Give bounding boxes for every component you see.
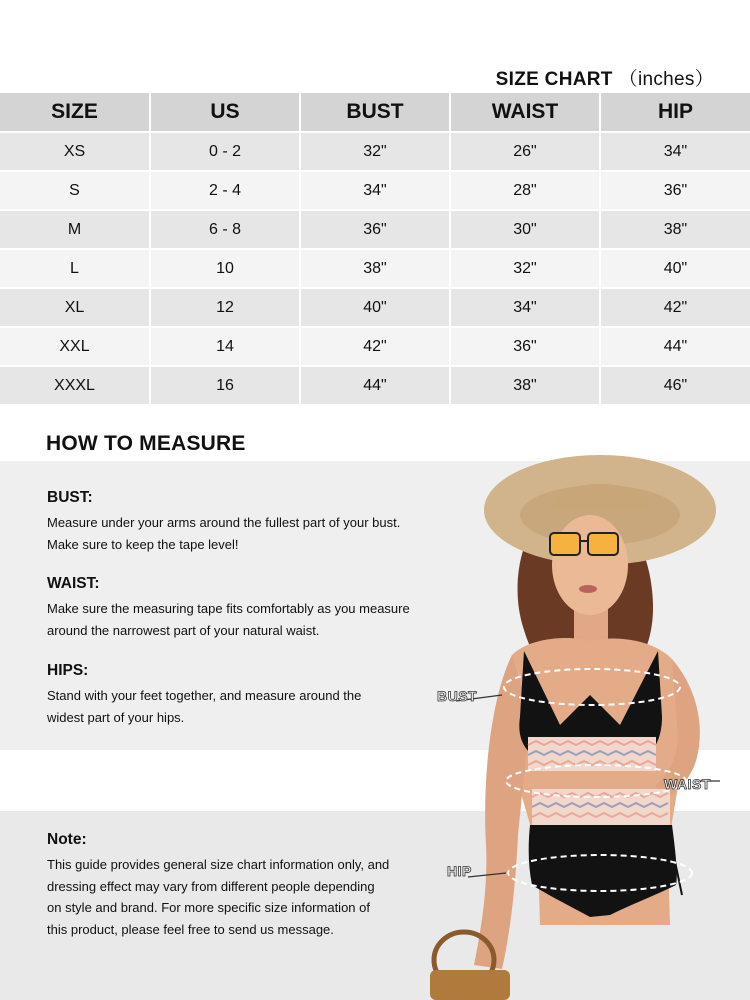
note-line: This guide provides general size chart information only, and (47, 857, 390, 872)
size-chart-unit: （inches） (618, 69, 714, 90)
cell-waist: 36" (450, 327, 600, 366)
face-shape (552, 515, 628, 615)
header-us: US (150, 93, 300, 132)
table-row (0, 132, 750, 171)
header-waist: WAIST (450, 93, 600, 132)
cell-size: M (0, 210, 150, 249)
note-block (47, 831, 437, 940)
cell-us: 6 - 8 (150, 210, 300, 249)
waist-instructions (47, 575, 457, 641)
bust-line: Measure under your arms around the fullest part of your bust. (47, 515, 401, 530)
waist-figure-label: WAIST (664, 776, 711, 792)
note-line: this product, please feel free to send us message. (47, 921, 334, 937)
model-illustration (420, 455, 750, 1000)
bust-line: Make sure to keep the tape level! (47, 536, 239, 552)
cell-us: 12 (150, 288, 300, 327)
hips-instructions (47, 662, 457, 728)
cell-us: 14 (150, 327, 300, 366)
cell-bust: 42" (300, 327, 450, 366)
cell-bust: 40" (300, 288, 450, 327)
bust-heading: BUST: (47, 489, 93, 506)
hip-figure-label: HIP (447, 863, 472, 879)
sunglasses-right-lens (588, 533, 618, 555)
hips-heading: HIPS: (47, 662, 89, 679)
how-to-measure-title: HOW TO MEASURE (46, 432, 246, 455)
cell-size: XXL (0, 327, 150, 366)
size-chart-table (0, 93, 750, 406)
table-row (0, 366, 750, 405)
cell-size: XL (0, 288, 150, 327)
hips-line: Stand with your feet together, and measure around the (47, 688, 362, 703)
basket-shape (430, 970, 510, 1000)
cell-bust: 44" (300, 366, 450, 405)
header-hip: HIP (600, 93, 750, 132)
cell-waist: 34" (450, 288, 600, 327)
sunglasses-left-lens (550, 533, 580, 555)
cell-size: S (0, 171, 150, 210)
cell-hip: 44" (600, 327, 750, 366)
table-row (0, 288, 750, 327)
cell-hip: 40" (600, 249, 750, 288)
cell-us: 10 (150, 249, 300, 288)
cell-us: 16 (150, 366, 300, 405)
note-heading: Note: (47, 831, 87, 848)
note-line: on style and brand. For more specific size information of (47, 900, 370, 915)
cell-waist: 32" (450, 249, 600, 288)
cell-waist: 38" (450, 366, 600, 405)
table-row (0, 327, 750, 366)
size-chart-title-text: SIZE CHART (495, 69, 613, 90)
cell-waist: 26" (450, 132, 600, 171)
bust-figure-label: BUST (437, 688, 478, 704)
cell-size: L (0, 249, 150, 288)
cell-waist: 30" (450, 210, 600, 249)
cell-waist: 28" (450, 171, 600, 210)
header-bust: BUST (300, 93, 450, 132)
bust-instructions (47, 489, 457, 555)
waist-line: Make sure the measuring tape fits comfortably as you measure (47, 601, 410, 616)
table-row (0, 210, 750, 249)
cell-hip: 38" (600, 210, 750, 249)
cell-bust: 32" (300, 132, 450, 171)
table-header-row (0, 93, 750, 132)
cell-hip: 42" (600, 288, 750, 327)
cell-us: 2 - 4 (150, 171, 300, 210)
cell-size: XXXL (0, 366, 150, 405)
hips-line: widest part of your hips. (47, 709, 185, 725)
size-chart-title (496, 64, 714, 91)
cell-size: XS (0, 132, 150, 171)
cell-bust: 34" (300, 171, 450, 210)
table-row (0, 171, 750, 210)
cell-hip: 46" (600, 366, 750, 405)
header-size: SIZE (0, 93, 150, 132)
table-row (0, 249, 750, 288)
cell-hip: 34" (600, 132, 750, 171)
cell-hip: 36" (600, 171, 750, 210)
note-line: dressing effect may vary from different people depending (47, 878, 375, 894)
lips-shape (579, 585, 597, 593)
cell-us: 0 - 2 (150, 132, 300, 171)
cell-bust: 38" (300, 249, 450, 288)
cell-bust: 36" (300, 210, 450, 249)
waist-line: around the narrowest part of your natural waist. (47, 622, 320, 638)
waist-heading: WAIST: (47, 575, 100, 592)
